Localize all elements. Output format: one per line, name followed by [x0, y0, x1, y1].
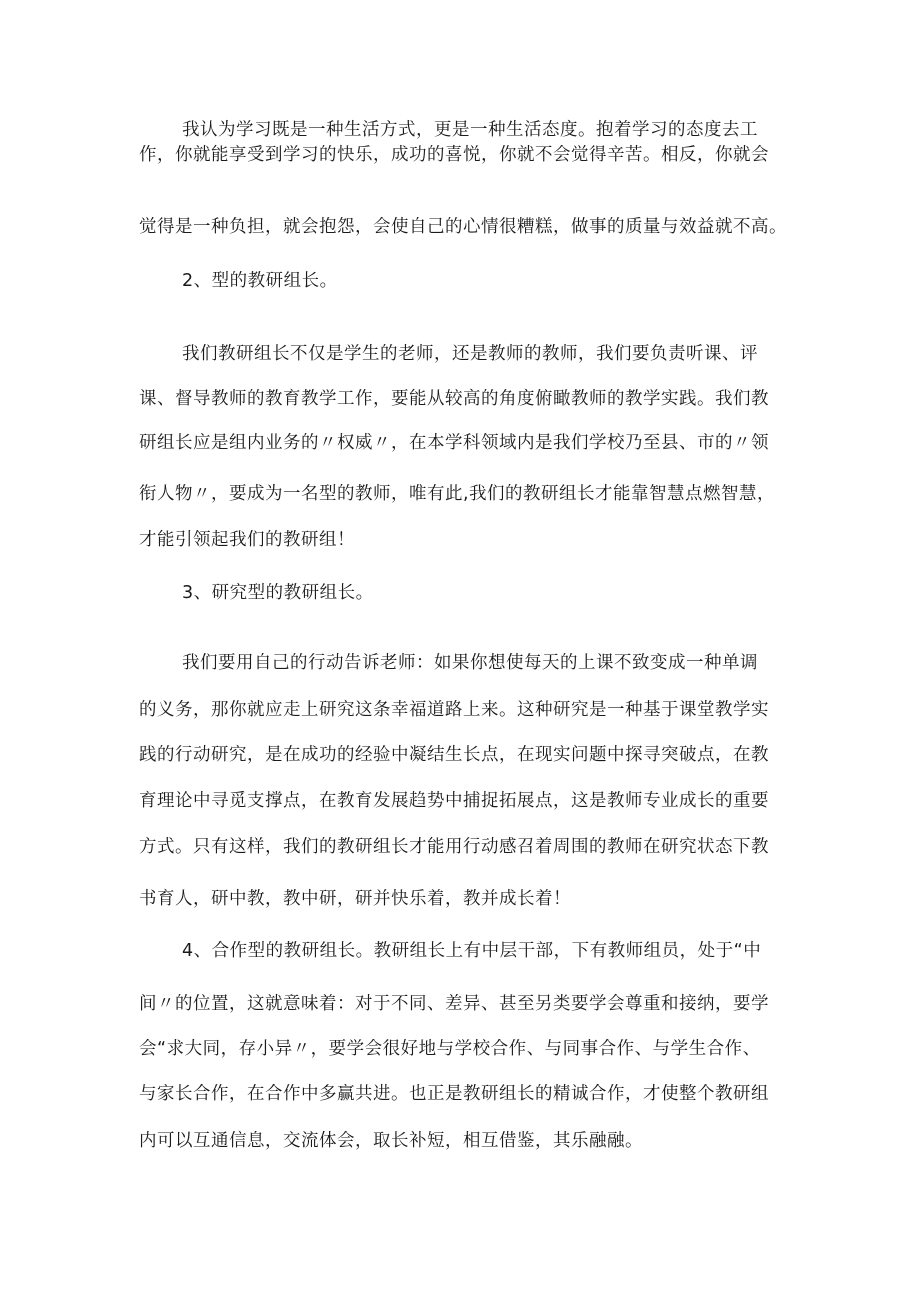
- paragraph-3-line-1: 我们要用自己的行动告诉老师：如果你想使每天的上课不致变成一种单调: [182, 653, 758, 673]
- paragraph-3-line-2: 的义务，那你就应走上研究这条幸福道路上来。这种研究是一种基于课堂教学实: [139, 700, 769, 720]
- paragraph-2-line-1: 我们教研组长不仅是学生的老师，还是教师的教师，我们要负责听课、评: [182, 344, 758, 364]
- paragraph-1-line-1: 我认为学习既是一种生活方式，更是一种生活态度。抱着学习的态度去工: [182, 120, 758, 140]
- paragraph-4-line-4: 与家长合作，在合作中多赢共进。也正是教研组长的精诚合作，才使整个教研组: [139, 1084, 769, 1104]
- paragraph-3-line-5: 方式。只有这样，我们的教研组长才能用行动感召着周围的教师在研究状态下教: [139, 837, 769, 857]
- paragraph-2-line-2: 课、督导教师的教育教学工作，要能从较高的角度俯瞰教师的教学实践。我们教: [139, 389, 769, 409]
- paragraph-3-line-6: 书育人，研中教，教中研，研并快乐着，教并成长着！: [139, 889, 571, 909]
- paragraph-4-line-5: 内可以互通信息，交流体会，取长补短，相互借鉴，其乐融融。: [139, 1131, 643, 1151]
- paragraph-4-line-2: 间〃的位置，这就意味着：对于不同、差异、甚至另类要学会尊重和接纳，要学: [139, 994, 769, 1014]
- paragraph-4-line-1: 4、合作型的教研组长。教研组长上有中层干部，下有教师组员，处于“中: [182, 941, 762, 961]
- section-heading-2: 2、型的教研组长。: [182, 271, 338, 291]
- paragraph-1-line-3: 觉得是一种负担，就会抱怨，会使自己的心情很糟糕，做事的质量与效益就不高。: [139, 217, 787, 237]
- paragraph-1-line-2: 作，你就能享受到学习的快乐，成功的喜悦，你就不会觉得辛苦。相反，你就会: [139, 145, 769, 165]
- paragraph-2-line-3: 研组长应是组内业务的〃权威〃，在本学科领域内是我们学校乃至县、市的〃领: [139, 433, 769, 453]
- paragraph-3-line-4: 育理论中寻觅支撑点，在教育发展趋势中捕捉拓展点，这是教师专业成长的重要: [139, 791, 769, 811]
- paragraph-3-line-3: 践的行动研究，是在成功的经验中凝结生长点，在现实问题中探寻突破点，在教: [139, 745, 769, 765]
- paragraph-4-line-3: 会“求大同，存小异〃，要学会很好地与学校合作、与同事合作、与学生合作、: [139, 1039, 761, 1059]
- section-heading-3: 3、研究型的教研组长。: [182, 583, 374, 603]
- paragraph-2-line-5: 才能引领起我们的教研组！: [139, 530, 355, 550]
- paragraph-2-line-4: 衔人物〃，要成为一名型的教师，唯有此,我们的教研组长才能靠智慧点燃智慧，: [139, 484, 776, 504]
